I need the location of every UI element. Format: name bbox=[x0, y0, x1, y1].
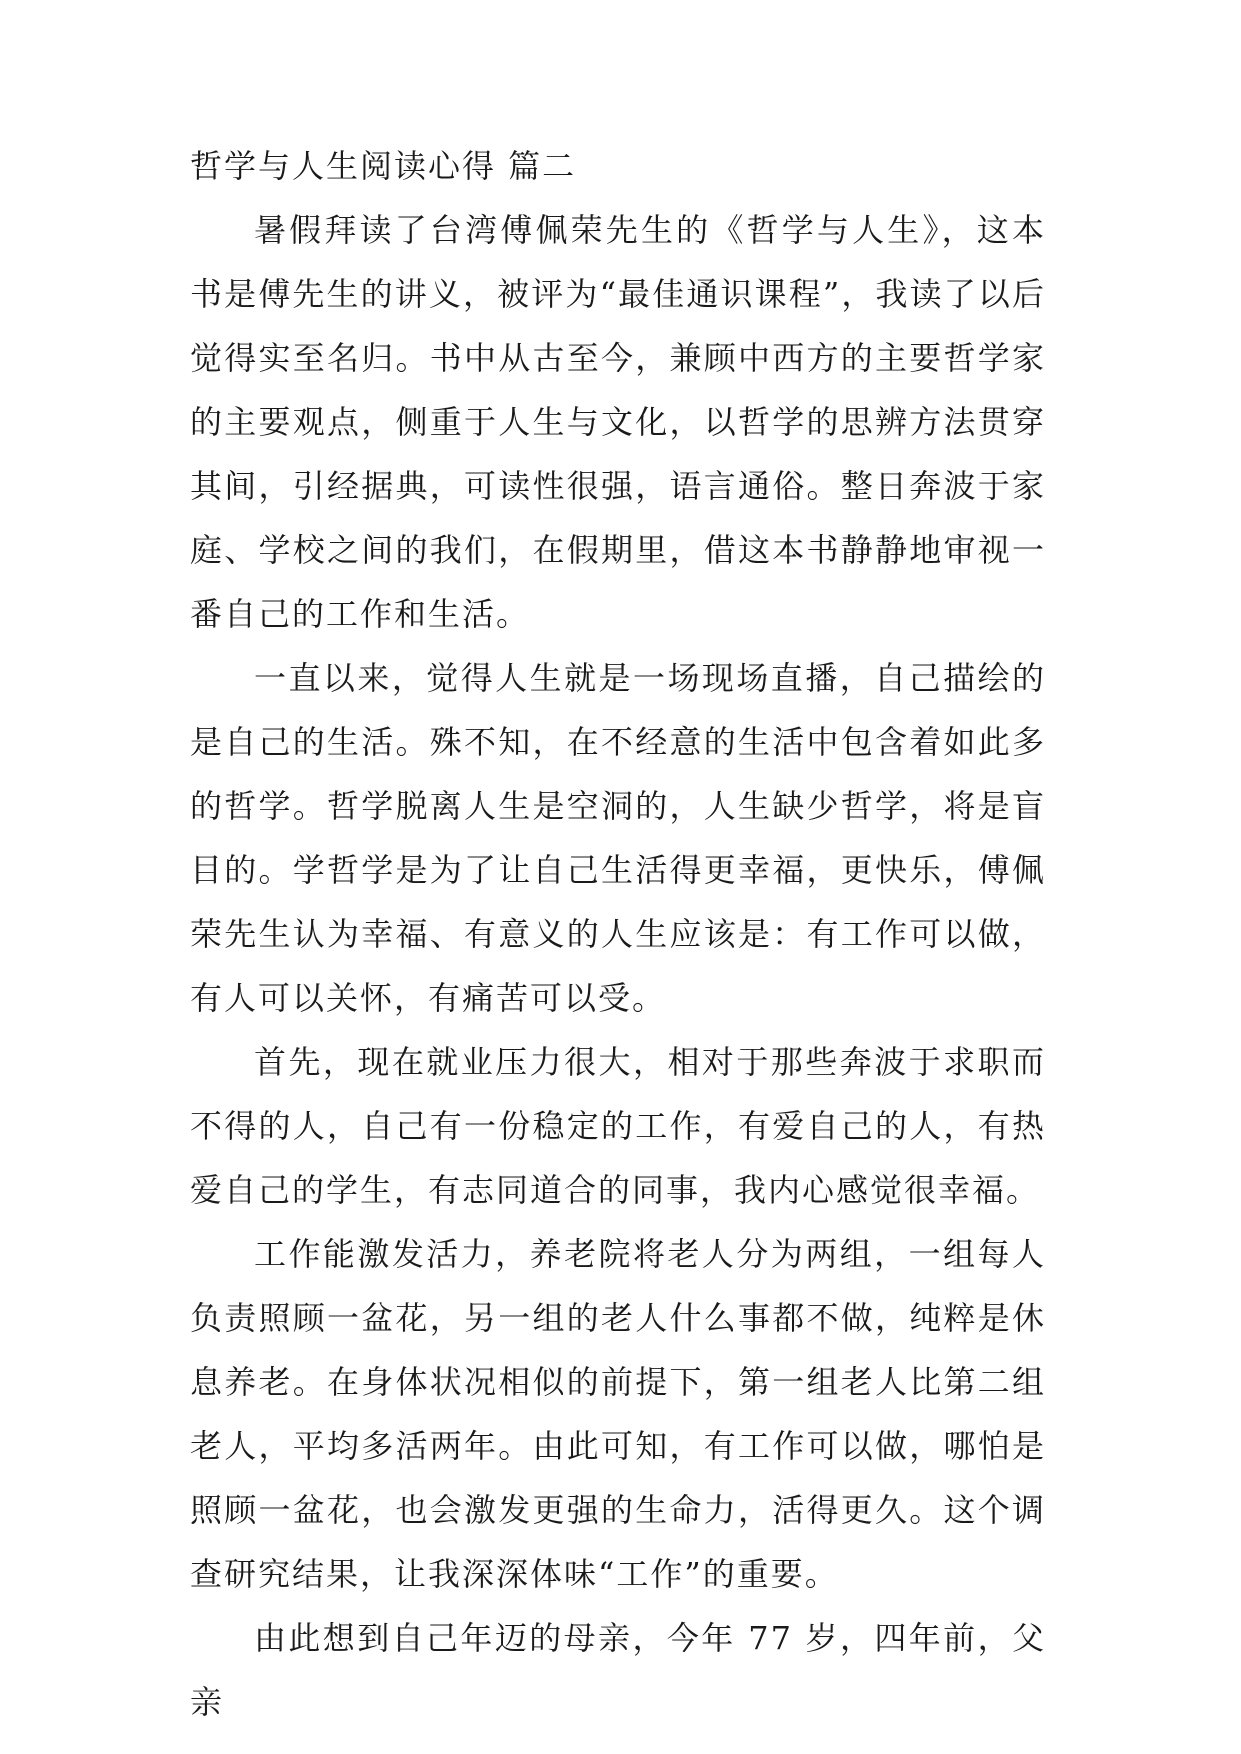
paragraph: 首先，现在就业压力很大，相对于那些奔波于求职而不得的人，自己有一份稳定的工作，有爱自己的人，有热爱自己的学生，有志同道合的同事，我内心感觉很幸福。 bbox=[190, 1043, 1046, 1209]
document-body bbox=[190, 134, 1046, 1734]
document-title: 哲学与人生阅读心得 篇二 bbox=[190, 147, 577, 185]
paragraph: 暑假拜读了台湾傅佩荣先生的《哲学与人生》，这本书是傅先生的讲义，被评为“最佳通识课程”，我读了以后觉得实至名归。书中从古至今，兼顾中西方的主要哲学家的主要观点，侧重于人生与文化，以哲学的思辨方法贯穿其间，引经据典，可读性很强，语言通俗。整日奔波于家庭、学校之间的我们，在假期里，借这本书静静地审视一番自己的工作和生活。 bbox=[190, 211, 1046, 633]
paragraph: 由此想到自己年迈的母亲，今年 77 岁，四年前，父亲 bbox=[190, 1619, 1046, 1721]
paragraph: 一直以来，觉得人生就是一场现场直播，自己描绘的是自己的生活。殊不知，在不经意的生活中包含着如此多的哲学。哲学脱离人生是空洞的，人生缺少哲学，将是盲目的。学哲学是为了让自己生活得更幸福，更快乐，傅佩荣先生认为幸福、有意义的人生应该是：有工作可以做，有人可以关怀，有痛苦可以受。 bbox=[190, 659, 1046, 1017]
paragraph: 工作能激发活力，养老院将老人分为两组，一组每人负责照顾一盆花，另一组的老人什么事都不做，纯粹是休息养老。在身体状况相似的前提下，第一组老人比第二组老人，平均多活两年。由此可知，有工作可以做，哪怕是照顾一盆花，也会激发更强的生命力，活得更久。这个调查研究结果，让我深深体味“工作”的重要。 bbox=[190, 1235, 1046, 1593]
